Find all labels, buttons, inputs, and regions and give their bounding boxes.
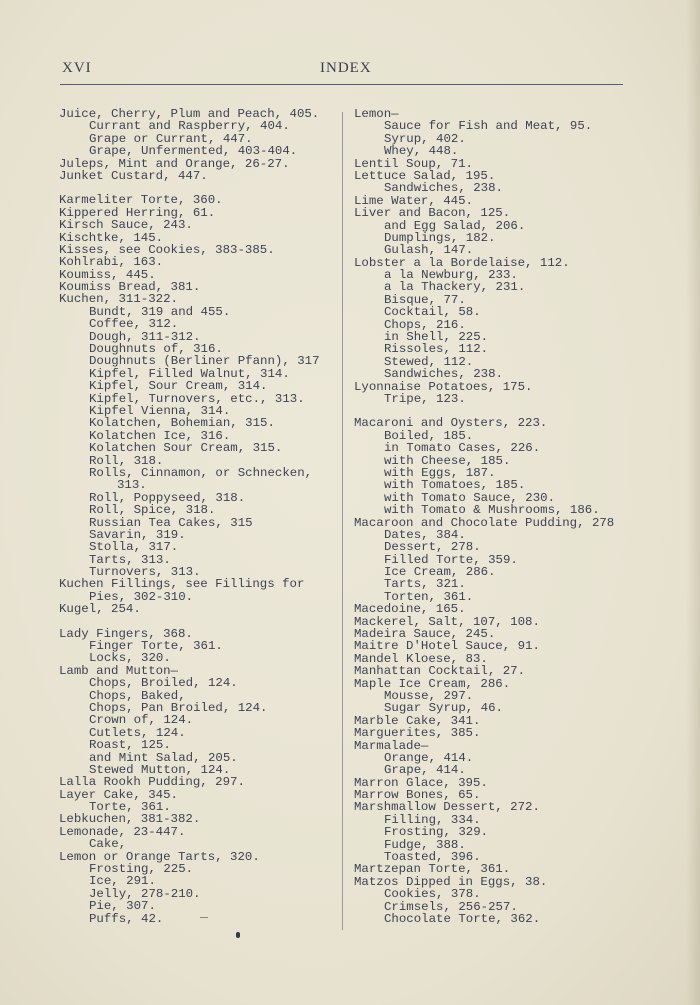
- page-number: XVI: [62, 60, 92, 76]
- index-subentry: Doughnuts of, 316.: [89, 342, 223, 357]
- index-entry: Kugel, 254.: [59, 602, 141, 617]
- index-subentry: Kolatchen, Bohemian, 315.: [89, 416, 275, 431]
- index-subentry: Finger Torte, 361.: [89, 639, 223, 654]
- index-subentry: Pies, 302-310.: [89, 589, 194, 604]
- index-subentry: Sugar Syrup, 46.: [384, 701, 503, 716]
- index-subentry: with Tomato & Mushrooms, 186.: [384, 503, 600, 518]
- header-rule: [60, 84, 623, 85]
- index-subentry: Sauce for Fish and Meat, 95.: [384, 119, 593, 134]
- ink-dash: [200, 917, 208, 918]
- index-subentry: Cocktail, 58.: [384, 305, 481, 320]
- index-entry: Koumiss, 445.: [59, 267, 156, 282]
- index-entry: Marguerites, 385.: [354, 726, 481, 741]
- index-subentry: Tarts, 321.: [384, 577, 466, 592]
- index-entry: Kuchen, 311-322.: [59, 292, 178, 307]
- index-subentry: Bisque, 77.: [384, 292, 466, 307]
- index-subentry: Ice, 291.: [89, 874, 156, 889]
- index-subentry: Turnovers, 313.: [89, 565, 201, 580]
- index-subentry: Whey, 448.: [384, 144, 459, 159]
- index-entry: Marrow Bones, 65.: [354, 788, 481, 803]
- index-subentry: Doughnuts (Berliner Pfann), 317: [89, 354, 320, 369]
- index-subentry: Ice Cream, 286.: [384, 565, 496, 580]
- index-subentry: Roll, Spice, 318.: [89, 503, 216, 518]
- index-entry: Macedoine, 165.: [354, 602, 466, 617]
- column-divider: [342, 112, 343, 930]
- index-subentry: Mousse, 297.: [384, 688, 474, 703]
- index-subentry: Syrup, 402.: [384, 131, 466, 146]
- index-subentry: Cutlets, 124.: [89, 725, 186, 740]
- page-title: INDEX: [320, 60, 372, 76]
- index-subentry: in Shell, 225.: [384, 330, 489, 345]
- index-subentry: a la Newburg, 233.: [384, 268, 518, 283]
- index-entry: Mackerel, Salt, 107, 108.: [354, 614, 540, 629]
- index-subentry: Bundt, 319 and 455.: [89, 304, 231, 319]
- index-subentry: with Tomato Sauce, 230.: [384, 490, 556, 505]
- index-subentry: Sandwiches, 238.: [384, 181, 503, 196]
- index-subentry: Grape, 414.: [384, 763, 466, 778]
- index-subentry: Filling, 334.: [384, 812, 481, 827]
- index-column-right: [354, 108, 654, 925]
- index-subentry: a la Thackery, 231.: [384, 280, 526, 295]
- index-subentry: Cake,: [89, 837, 127, 852]
- index-subentry: Kipfel, Filled Walnut, 314.: [89, 366, 290, 381]
- index-subentry: Currant and Raspberry, 404.: [89, 119, 290, 134]
- index-entry: Koumiss Bread, 381.: [59, 280, 201, 295]
- index-subentry: Filled Torte, 359.: [384, 552, 518, 567]
- page-edge-shadow: [686, 0, 700, 1005]
- index-subentry: Stewed, 112.: [384, 354, 474, 369]
- index-entry: Lamb and Mutton—: [59, 663, 178, 678]
- index-subentry: Rissoles, 112.: [384, 342, 489, 357]
- index-subentry: in Tomato Cases, 226.: [384, 441, 541, 456]
- index-subentry: Roll, 318.: [89, 453, 164, 468]
- index-subentry: Fudge, 388.: [384, 837, 466, 852]
- index-entry: Kippered Herring, 61.: [59, 205, 216, 220]
- index-subentry: Chocolate Torte, 362.: [384, 912, 541, 926]
- index-subentry: Kipfel, Sour Cream, 314.: [89, 379, 268, 394]
- index-entry: Lettuce Salad, 195.: [354, 168, 496, 183]
- index-subentry: Chops, Broiled, 124.: [89, 676, 238, 691]
- index-gap: [59, 616, 341, 628]
- index-subentry: Dates, 384.: [384, 527, 466, 542]
- index-entry: Lady Fingers, 368.: [59, 626, 193, 641]
- index-entry: Marmalade—: [354, 738, 429, 753]
- index-entry: Junket Custard, 447.: [59, 168, 208, 183]
- index-subentry: Tripe, 123.: [384, 391, 466, 406]
- index-subentry: Chops, Pan Broiled, 124.: [89, 700, 268, 715]
- index-subentry: Chops, 216.: [384, 317, 466, 332]
- index-entry: Lobster a la Bordelaise, 112.: [354, 255, 570, 270]
- index-subentry: Dough, 311-312.: [89, 329, 201, 344]
- index-subentry: Frosting, 329.: [384, 825, 489, 840]
- index-subentry: Chops, Baked,: [89, 688, 186, 703]
- index-subentry: Crimsels, 256-257.: [384, 899, 518, 914]
- index-subentry: Frosting, 225.: [89, 862, 194, 877]
- index-entry: Lebkuchen, 381-382.: [59, 812, 201, 827]
- index-subentry: Toasted, 396.: [384, 850, 481, 865]
- index-entry: Karmeliter Torte, 360.: [59, 193, 223, 208]
- index-subentry: Orange, 414.: [384, 750, 474, 765]
- index-entry: Mandel Kloese, 83.: [354, 651, 488, 666]
- index-entry: Kisses, see Cookies, 383-385.: [59, 242, 275, 257]
- index-subentry: Kipfel Vienna, 314.: [89, 403, 231, 418]
- index-column-left: [59, 108, 341, 925]
- index-entry: Kohlrabi, 163.: [59, 255, 164, 270]
- index-subentry: Kolatchen Sour Cream, 315.: [89, 441, 283, 456]
- index-subentry: Cookies, 378.: [384, 887, 481, 902]
- index-subentry: Russian Tea Cakes, 315: [89, 515, 253, 530]
- index-subentry: Jelly, 278-210.: [89, 886, 201, 901]
- index-subentry: with Cheese, 185.: [384, 453, 511, 468]
- index-subentry: Pie, 307.: [89, 899, 156, 914]
- index-subentry: and Mint Salad, 205.: [89, 750, 238, 765]
- index-entry: Layer Cake, 345.: [59, 787, 178, 802]
- index-entry: Liver and Bacon, 125.: [354, 206, 511, 221]
- index-entry: Marshmallow Dessert, 272.: [354, 800, 540, 815]
- index-entry: Juleps, Mint and Orange, 26-27.: [59, 156, 290, 171]
- index-entry: Maitre D'Hotel Sauce, 91.: [354, 639, 540, 654]
- index-subentry: with Eggs, 187.: [384, 465, 496, 480]
- index-entry: Kirsch Sauce, 243.: [59, 218, 193, 233]
- index-entry: Kuchen Fillings, see Fillings for: [59, 577, 305, 592]
- index-entry: Lemon—: [354, 107, 399, 121]
- index-subentry: Puffs, 42.: [89, 911, 164, 926]
- index-subentry: Stewed Mutton, 124.: [89, 762, 231, 777]
- index-subentry: Kolatchen Ice, 316.: [89, 428, 231, 443]
- index-subentry: Dumplings, 182.: [384, 230, 496, 245]
- index-entry: Matzos Dipped in Eggs, 38.: [354, 874, 548, 889]
- index-subentry: Dessert, 278.: [384, 540, 481, 555]
- index-subentry: Roll, Poppyseed, 318.: [89, 490, 246, 505]
- index-subentry: Tarts, 313.: [89, 552, 171, 567]
- index-subentry: Sandwiches, 238.: [384, 367, 503, 382]
- index-subentry: 313.: [117, 478, 147, 493]
- index-subentry: Grape or Currant, 447.: [89, 131, 253, 146]
- index-subentry: Kipfel, Turnovers, etc., 313.: [89, 391, 305, 406]
- index-entry: Lime Water, 445.: [354, 193, 473, 208]
- index-subentry: Savarin, 319.: [89, 527, 186, 542]
- index-entry: Juice, Cherry, Plum and Peach, 405.: [59, 107, 320, 121]
- index-entry: Marble Cake, 341.: [354, 713, 481, 728]
- index-entry: Manhattan Cocktail, 27.: [354, 664, 526, 679]
- index-subentry: Grape, Unfermented, 403-404.: [89, 144, 298, 159]
- index-entry: Lalla Rookh Pudding, 297.: [59, 775, 245, 790]
- index-subentry: Crown of, 124.: [89, 713, 194, 728]
- page-header: [62, 60, 622, 80]
- index-entry: Madeira Sauce, 245.: [354, 627, 496, 642]
- index-entry: Macaroon and Chocolate Pudding, 278: [354, 515, 615, 530]
- index-subentry: with Tomatoes, 185.: [384, 478, 526, 493]
- index-subentry: Rolls, Cinnamon, or Schnecken,: [89, 465, 313, 480]
- ink-mark: [236, 932, 240, 938]
- index-entry: Kischtke, 145.: [59, 230, 164, 245]
- index-entry: Macaroni and Oysters, 223.: [354, 416, 548, 431]
- index-subentry: Boiled, 185.: [384, 428, 474, 443]
- index-entry: Martzepan Torte, 361.: [354, 862, 511, 877]
- index-subentry: Torte, 361.: [89, 800, 171, 815]
- index-entry: Lemonade, 23-447.: [59, 824, 186, 839]
- index-subentry: Roast, 125.: [89, 738, 171, 753]
- index-subentry: Torten, 361.: [384, 589, 474, 604]
- index-subentry: Gulash, 147.: [384, 243, 474, 258]
- index-subentry: Coffee, 312.: [89, 317, 179, 332]
- index-subentry: Locks, 320.: [89, 651, 171, 666]
- index-entry: Marron Glace, 395.: [354, 775, 488, 790]
- index-entry: Lemon or Orange Tarts, 320.: [59, 849, 260, 864]
- index-entry: Lyonnaise Potatoes, 175.: [354, 379, 533, 394]
- index-subentry: and Egg Salad, 206.: [384, 218, 526, 233]
- index-subentry: Stolla, 317.: [89, 540, 179, 555]
- index-entry: Maple Ice Cream, 286.: [354, 676, 511, 691]
- index-entry: Lentil Soup, 71.: [354, 156, 473, 171]
